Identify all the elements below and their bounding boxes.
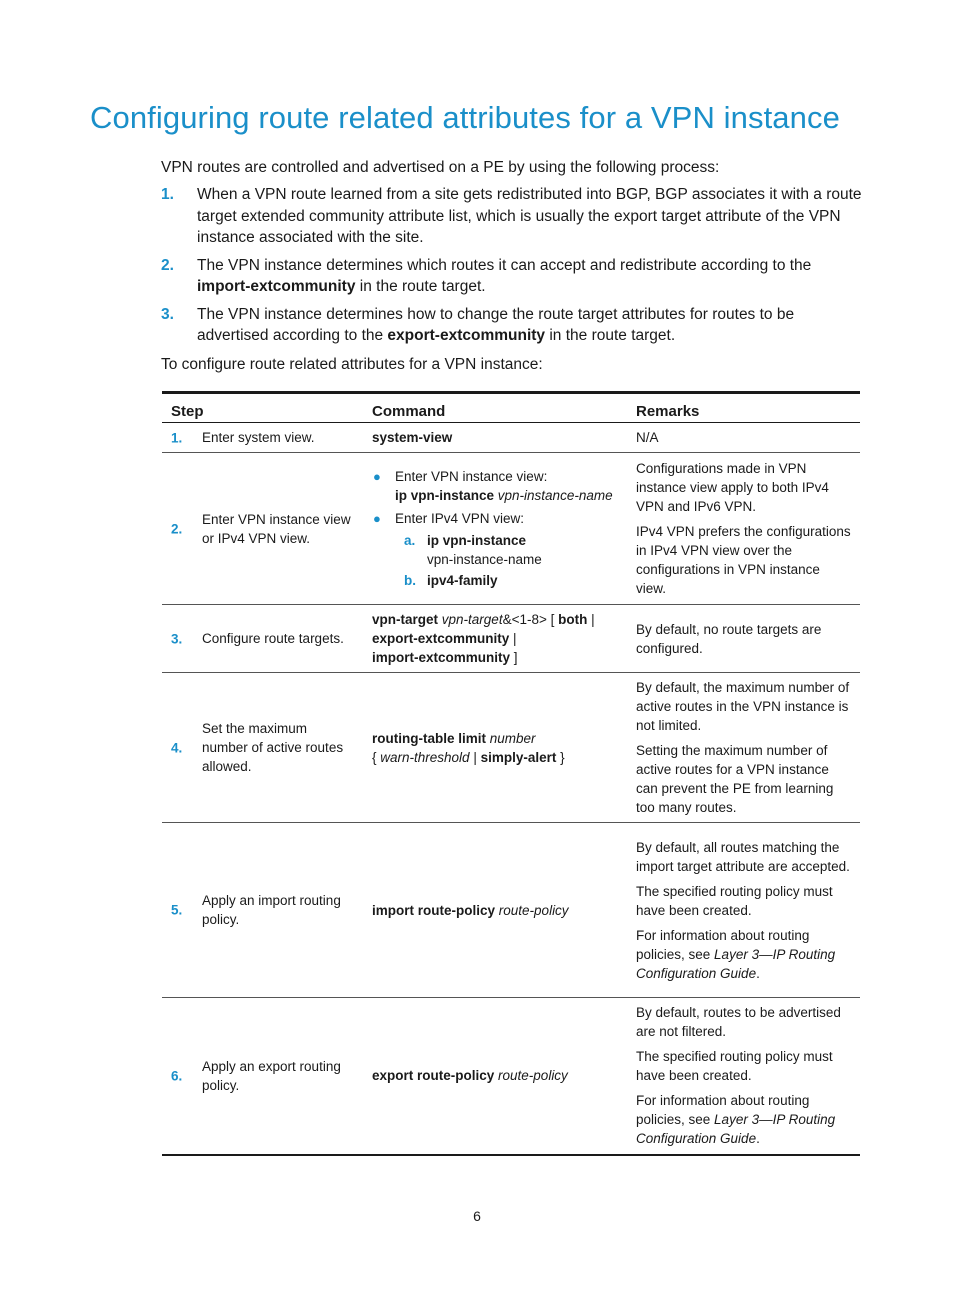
- sub-letter: a.: [404, 533, 416, 548]
- table-row: [162, 605, 860, 673]
- command-keyword: ipv4-family: [427, 573, 498, 588]
- step-cell: [162, 605, 363, 673]
- command-keyword: routing-table limit: [372, 730, 486, 746]
- remark-reference: [636, 926, 852, 983]
- table-row: [162, 998, 860, 1155]
- list-text: in the route target.: [545, 327, 676, 344]
- sub-letter: b.: [404, 573, 416, 588]
- reference-guide: Layer 3—IP Routing Configuration Guide: [636, 946, 836, 981]
- list-item: [161, 184, 866, 249]
- remark-text: By default, all routes matching the import target attribute are accepted.: [636, 839, 850, 874]
- remark-text: By default, no route targets are configured.: [636, 621, 822, 656]
- list-text: The VPN instance determines which routes it can accept and redistribute according to the: [197, 256, 812, 274]
- command-keyword: export route-policy: [372, 1068, 495, 1084]
- command-syntax: }: [556, 749, 565, 765]
- command-keyword: import route-policy: [372, 902, 496, 918]
- step-number: 4.: [171, 740, 183, 755]
- header-remarks: Remarks: [627, 393, 860, 423]
- remark-reference: [636, 1091, 852, 1148]
- list-number: 2.: [161, 256, 174, 274]
- step-cell: [162, 423, 363, 453]
- step-cell: [162, 998, 363, 1155]
- command-argument: route-policy: [498, 902, 569, 918]
- command-cell: [363, 423, 627, 453]
- remark-text: Configurations made in VPN instance view apply to both IPv4 VPN and IPv6 VPN.: [636, 461, 829, 514]
- table-header-row: [162, 393, 860, 423]
- intro-paragraph: VPN routes are controlled and advertised on a PE by using the following process:: [161, 159, 720, 176]
- sub-item: [372, 571, 619, 590]
- remarks-cell: [627, 823, 860, 998]
- list-text: The VPN instance determines how to change the route target attributes for routes to be advertised according to the: [197, 305, 795, 344]
- step-text: Apply an import routing policy.: [202, 893, 341, 927]
- step-number: 5.: [171, 902, 183, 918]
- remarks-cell: [627, 423, 860, 453]
- command-argument: vpn-instance-name: [497, 488, 613, 503]
- command-syntax: |: [469, 749, 481, 765]
- command-argument: vpn-target: [441, 612, 503, 627]
- list-item: [161, 255, 866, 298]
- step-number: 6.: [171, 1068, 183, 1084]
- remarks-cell: [627, 605, 860, 673]
- sub-item: [372, 531, 619, 569]
- header-step: Step: [162, 393, 363, 423]
- list-text: When a VPN route learned from a site gets redistributed into BGP, BGP associates it with a route target extended community attribute list, which is usually the export target attribute of the VPN instance associated with the site.: [197, 186, 862, 246]
- reference-text: For information about routing policies, see: [636, 1093, 810, 1128]
- table-row: [162, 673, 860, 823]
- command-syntax: |: [509, 631, 517, 646]
- command-syntax: {: [372, 749, 381, 765]
- step-number: 2.: [171, 521, 183, 536]
- step-text: Configure route targets.: [202, 631, 344, 646]
- remark-text: IPv4 VPN prefers the configurations in IPv4 VPN view over the configurations in VPN instance view.: [636, 524, 851, 596]
- remarks-cell: [627, 453, 860, 605]
- bullet-dot-icon: ●: [373, 511, 381, 526]
- step-cell: [162, 823, 363, 998]
- step-text: Apply an export routing policy.: [202, 1058, 341, 1093]
- step-text: Enter VPN instance view or IPv4 VPN view.: [202, 511, 351, 546]
- command-syntax: |: [587, 612, 595, 627]
- remark-text: The specified routing policy must have been created.: [636, 1049, 833, 1084]
- process-list: [161, 184, 866, 353]
- command-cell: [363, 453, 627, 605]
- section-title: Configuring route related attributes for a VPN instance: [90, 100, 840, 135]
- list-number: 1.: [161, 186, 174, 203]
- command-keyword: import-extcommunity: [372, 650, 511, 665]
- table-row: [162, 453, 860, 605]
- remark-text: N/A: [636, 430, 659, 445]
- remark-text: By default, the maximum number of active routes in the VPN instance is not limited.: [636, 680, 850, 733]
- step-cell: [162, 673, 363, 823]
- bullet-text: Enter IPv4 VPN view:: [395, 511, 525, 526]
- remark-text: Setting the maximum number of active routes for a VPN instance can prevent the PE from learning too many routes.: [636, 743, 834, 815]
- command-keyword: ip vpn-instance: [395, 488, 495, 503]
- command-syntax: &<1-8> [: [502, 612, 559, 627]
- command-syntax: ]: [510, 650, 518, 665]
- table-row: [162, 823, 860, 998]
- remark-text: By default, routes to be advertised are not filtered.: [636, 1005, 841, 1040]
- header-command: Command: [363, 393, 627, 423]
- keyword: import-extcommunity: [197, 278, 356, 295]
- command-keyword: export-extcommunity: [372, 631, 510, 646]
- reference-text: .: [756, 965, 760, 981]
- command-cell: [363, 823, 627, 998]
- command-cell: [363, 673, 627, 823]
- command-keyword: vpn-target: [372, 612, 439, 627]
- command-keyword: both: [558, 612, 588, 627]
- command-argument: route-policy: [498, 1068, 568, 1084]
- bullet-text: Enter VPN instance view:: [395, 469, 548, 484]
- step-text: Enter system view.: [202, 430, 315, 445]
- keyword: export-extcommunity: [387, 327, 546, 344]
- step-cell: [162, 453, 363, 605]
- step-number: 1.: [171, 430, 183, 445]
- remarks-cell: [627, 998, 860, 1155]
- reference-guide: Layer 3—IP Routing Configuration Guide: [636, 1112, 836, 1147]
- bullet-dot-icon: ●: [373, 469, 381, 484]
- bullet-item: [372, 509, 619, 528]
- reference-text: For information about routing policies, see: [636, 927, 810, 962]
- list-text: in the route target.: [355, 278, 486, 295]
- table-row: [162, 423, 860, 453]
- list-item: [161, 304, 866, 347]
- command-argument: vpn-instance-name: [427, 552, 542, 567]
- step-text: Set the maximum number of active routes allowed.: [202, 721, 344, 774]
- command-cell: [363, 998, 627, 1155]
- page-number: 6: [473, 1208, 481, 1224]
- command-keyword: ip vpn-instance: [427, 533, 527, 548]
- remarks-cell: [627, 673, 860, 823]
- command-cell: [363, 605, 627, 673]
- step-number: 3.: [171, 631, 183, 646]
- command-argument: warn-threshold: [380, 749, 470, 765]
- reference-text: .: [756, 1131, 760, 1147]
- list-number: 3.: [161, 305, 174, 323]
- command-argument: number: [489, 730, 536, 746]
- command-keyword: simply-alert: [480, 749, 557, 765]
- remark-text: The specified routing policy must have been created.: [636, 883, 833, 918]
- command-keyword: system-view: [372, 430, 453, 445]
- bullet-item: [372, 467, 619, 505]
- lead-paragraph: To configure route related attributes for a VPN instance:: [161, 356, 543, 373]
- config-table: [162, 391, 860, 1156]
